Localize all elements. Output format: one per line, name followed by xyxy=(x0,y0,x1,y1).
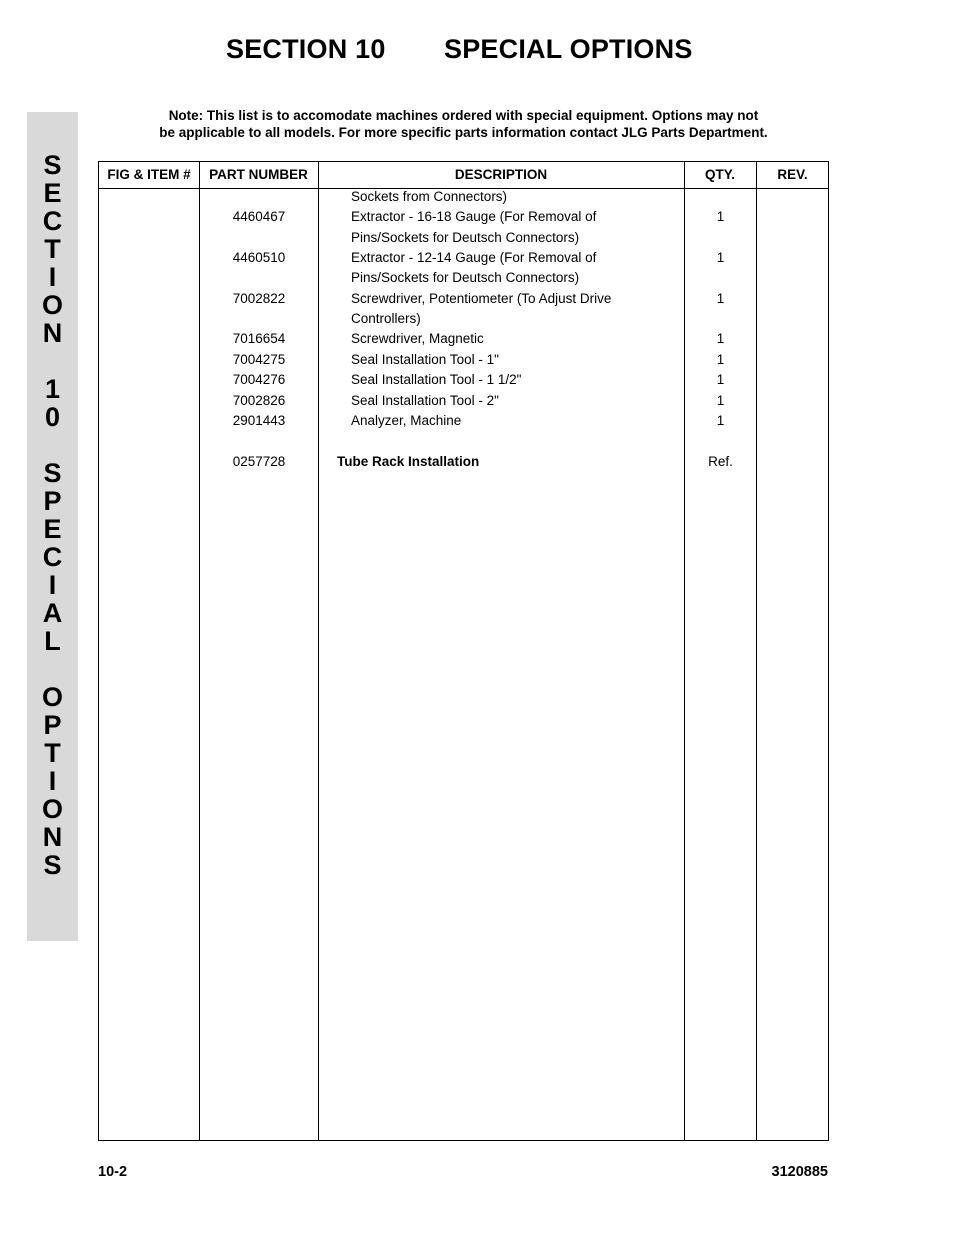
table-row xyxy=(99,350,828,370)
qty-cell: 1 xyxy=(716,209,725,225)
section-name: SPECIAL OPTIONS xyxy=(444,34,693,64)
side-tab-letter: O xyxy=(41,794,63,824)
document-number: 3120885 xyxy=(771,1164,828,1180)
header-description: DESCRIPTION xyxy=(454,167,548,182)
side-tab-letter: S xyxy=(43,850,62,880)
side-tab-letters xyxy=(27,151,78,879)
description-cell: Pins/Sockets for Deutsch Connectors) xyxy=(351,229,580,245)
side-tab-letter xyxy=(27,347,78,375)
side-tab-letter: T xyxy=(44,234,61,264)
table-row xyxy=(99,187,828,207)
table-row xyxy=(99,248,828,268)
note-line-2: be applicable to all models. For more specific parts information contact JLG Parts Department. xyxy=(159,125,768,140)
part-number-cell: 2901443 xyxy=(232,412,286,428)
description-cell: Seal Installation Tool - 2" xyxy=(351,392,499,408)
description-cell: Screwdriver, Magnetic xyxy=(351,331,484,347)
qty-cell: 1 xyxy=(716,331,725,347)
parts-table xyxy=(98,161,829,1141)
header-qty: QTY. xyxy=(704,167,735,182)
part-number-cell: 7016654 xyxy=(232,331,286,347)
header-part-number: PART NUMBER xyxy=(209,167,308,182)
side-tab-letter: 1 xyxy=(44,374,61,404)
side-tab-letter: T xyxy=(44,738,61,768)
qty-cell: 1 xyxy=(716,351,725,367)
header-fig-item: FIG & ITEM # xyxy=(107,167,191,182)
side-tab-letter: I xyxy=(48,570,57,600)
section-side-tab xyxy=(27,112,78,941)
part-number-cell: 7002826 xyxy=(232,392,286,408)
part-number-cell: 7004275 xyxy=(232,351,286,367)
description-cell: Seal Installation Tool - 1 1/2" xyxy=(351,372,522,388)
side-tab-letter: O xyxy=(41,290,63,320)
table-row xyxy=(99,309,828,329)
description-cell: Analyzer, Machine xyxy=(351,412,462,428)
side-tab-letter xyxy=(27,655,78,683)
side-tab-letter: C xyxy=(42,542,63,572)
side-tab-letter: E xyxy=(43,178,62,208)
section-label: SECTION 10 xyxy=(226,34,386,64)
side-tab-letter: 0 xyxy=(44,402,61,432)
note-line-1: Note: This list is to accomodate machines ordered with special equipment. Options may not xyxy=(168,108,759,123)
side-tab-letter: L xyxy=(44,626,61,656)
table-row xyxy=(99,207,828,227)
part-number-cell: 0257728 xyxy=(232,453,286,469)
table-row xyxy=(99,268,828,288)
qty-cell: Ref. xyxy=(708,453,733,469)
side-tab-letter: I xyxy=(48,262,57,292)
description-cell: Screwdriver, Potentiometer (To Adjust Drive xyxy=(351,290,612,306)
side-tab-letter: S xyxy=(43,150,62,180)
part-number-cell: 4460510 xyxy=(232,250,286,266)
description-cell: Controllers) xyxy=(351,311,421,327)
side-tab-letter: A xyxy=(42,598,63,628)
table-row xyxy=(99,391,828,411)
part-number-cell: 7002822 xyxy=(232,290,286,306)
qty-cell: 1 xyxy=(716,290,725,306)
table-row xyxy=(99,431,828,451)
side-tab-letter xyxy=(27,431,78,459)
part-number-cell: 4460467 xyxy=(232,209,286,225)
part-number-cell: 7004276 xyxy=(232,372,286,388)
table-row xyxy=(99,289,828,309)
side-tab-letter: E xyxy=(43,514,62,544)
side-tab-letter: O xyxy=(41,682,63,712)
description-cell: Tube Rack Installation xyxy=(337,453,480,469)
qty-cell: 1 xyxy=(716,412,725,428)
table-row xyxy=(99,370,828,390)
side-tab-letter: N xyxy=(42,318,63,348)
table-row xyxy=(99,411,828,431)
description-cell: Seal Installation Tool - 1" xyxy=(351,351,499,367)
side-tab-letter: P xyxy=(43,486,62,516)
description-cell: Extractor - 16-18 Gauge (For Removal of xyxy=(351,209,597,225)
qty-cell: 1 xyxy=(716,250,725,266)
table-row xyxy=(99,329,828,349)
description-cell: Sockets from Connectors) xyxy=(351,189,508,204)
qty-cell: 1 xyxy=(716,392,725,408)
side-tab-letter: P xyxy=(43,710,62,740)
description-cell: Extractor - 12-14 Gauge (For Removal of xyxy=(351,250,597,266)
header-rev: REV. xyxy=(777,167,808,182)
note xyxy=(98,107,829,141)
description-cell: Pins/Sockets for Deutsch Connectors) xyxy=(351,270,580,286)
side-tab-letter: N xyxy=(42,822,63,852)
table-row xyxy=(99,228,828,248)
side-tab-letter: I xyxy=(48,766,57,796)
table-row xyxy=(99,452,828,472)
page-number: 10-2 xyxy=(98,1164,128,1180)
page-title xyxy=(226,34,693,65)
qty-cell: 1 xyxy=(716,372,725,388)
side-tab-letter: S xyxy=(43,458,62,488)
side-tab-letter: C xyxy=(42,206,63,236)
